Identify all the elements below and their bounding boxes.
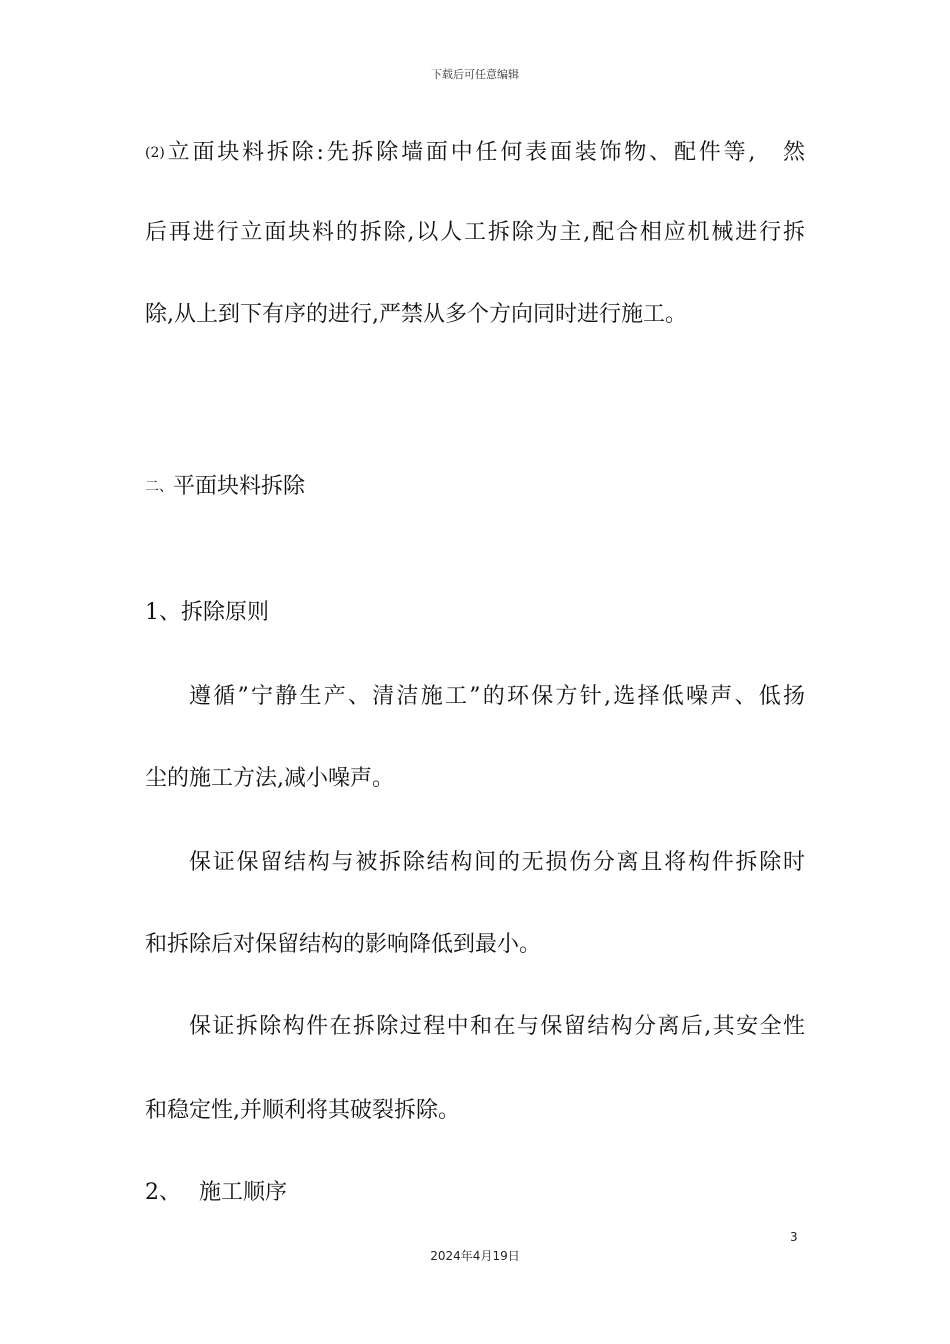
para1-line1: [145, 142, 805, 164]
header-note: 下载后可任意编辑: [431, 68, 519, 81]
para1-line1-text: 立面块料拆除:先拆除墙面中任何表面装饰物、配件等, 然: [164, 140, 805, 165]
section-two-marker: 二、: [145, 479, 173, 495]
sub2-heading: 2、 施工顺序: [145, 1180, 287, 1205]
sub1-heading: 1、拆除原则: [145, 600, 269, 625]
para1-line3: 除,从上到下有序的进行,严禁从多个方向同时进行施工。: [145, 302, 687, 327]
footer-date: 2024年4月19日: [430, 1249, 520, 1263]
section-two-heading: [145, 476, 305, 498]
principle2-line2: 和拆除后对保留结构的影响降低到最小。: [145, 932, 542, 957]
principle1-line1: 遵循”宁静生产、清洁施工”的环保方针,选择低噪声、低扬: [189, 684, 805, 709]
page-number: 3: [790, 1230, 798, 1244]
principle2-line1: 保证保留结构与被拆除结构间的无损伤分离且将构件拆除时: [189, 850, 805, 875]
para1-marker: (2): [145, 145, 165, 161]
section-two-title: 平面块料拆除: [173, 474, 306, 499]
principle3-line1: 保证拆除构件在拆除过程中和在与保留结构分离后,其安全性: [189, 1014, 805, 1039]
para1-line2: 后再进行立面块料的拆除,以人工拆除为主,配合相应机械进行拆: [145, 220, 805, 245]
principle3-line2: 和稳定性,并顺利将其破裂拆除。: [145, 1098, 460, 1123]
principle1-line2: 尘的施工方法,减小噪声。: [145, 766, 394, 791]
